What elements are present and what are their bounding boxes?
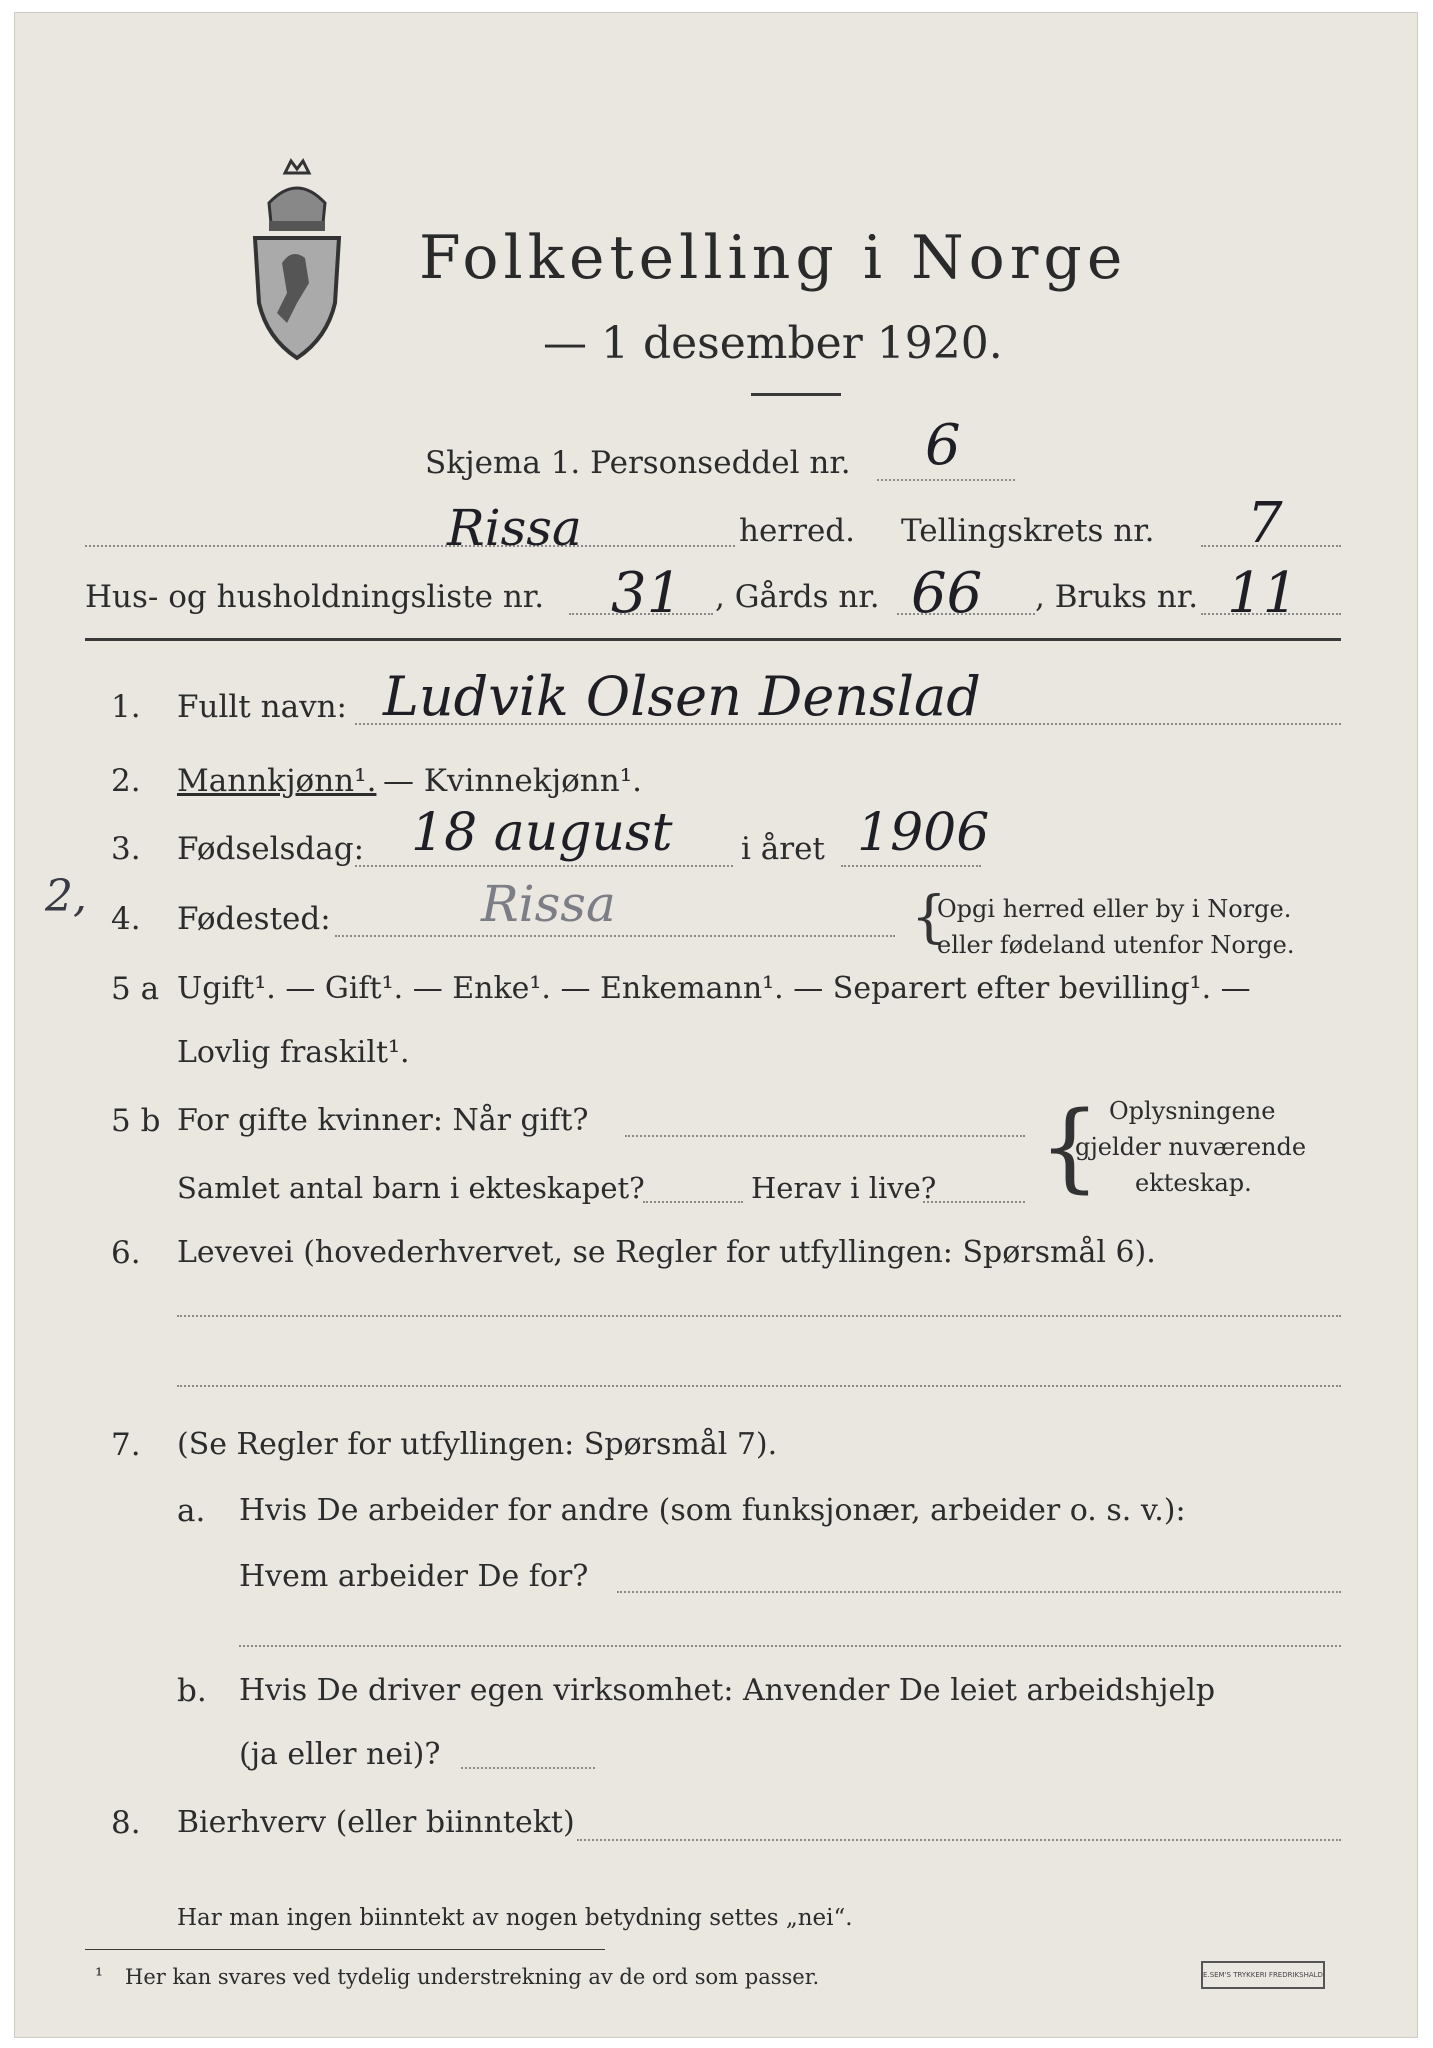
norwegian-coat-of-arms-icon (247, 153, 347, 363)
tellingskrets-value: 7 (1247, 491, 1283, 556)
q7a-letter: a. (177, 1493, 206, 1529)
occupation-label: Levevei (hovederhvervet, se Regler for utfyllingen: Spørsmål 6). (177, 1235, 1156, 1270)
gender-male: Mannkjønn¹. (177, 763, 377, 799)
census-date: — 1 desember 1920. (543, 318, 1003, 369)
gards-label: , Gårds nr. (715, 579, 880, 615)
q7a-line-1: Hvis De arbeider for andre (som funksjonær, arbeider o. s. v.): (239, 1493, 1186, 1528)
q6-number: 6. (111, 1235, 141, 1271)
side-income-label: Bierhverv (eller biinntekt) (177, 1805, 575, 1840)
birthplace-value: Rissa (481, 875, 616, 933)
q7-number: 7. (111, 1427, 141, 1463)
q7b-line-1: Hvis De driver egen virksomhet: Anvender De leiet arbeidshjelp (239, 1673, 1216, 1708)
children-label: Samlet antal barn i ekteskapet? (177, 1171, 645, 1205)
marriage-note-3: ekteskap. (1135, 1169, 1252, 1197)
tellingskrets-label: Tellingskrets nr. (901, 513, 1155, 549)
herred-value: Rissa (447, 499, 582, 557)
husholdningsliste-label: Hus- og husholdningsliste nr. (85, 579, 545, 615)
q1-label: Fullt navn: (177, 689, 347, 725)
bruks-label: , Bruks nr. (1035, 579, 1199, 615)
q3-label: Fødselsdag: (177, 831, 365, 867)
q3-number: 3. (111, 831, 141, 867)
full-name-value: Ludvik Olsen Denslad (383, 665, 981, 728)
title-divider (751, 393, 841, 396)
q7a-line-2: Hvem arbeider De for? (239, 1559, 589, 1594)
birthday-value: 18 august (411, 803, 673, 863)
married-when-label: For gifte kvinner: Når gift? (177, 1103, 589, 1138)
birthplace-note-2: eller fødeland utenfor Norge. (937, 931, 1295, 959)
marriage-note-2: gjelder nuværende (1075, 1133, 1307, 1161)
herred-label: herred. (739, 513, 855, 549)
personseddel-number: 6 (925, 413, 961, 478)
marital-options-2: Lovlig fraskilt¹. (177, 1035, 410, 1070)
q1-number: 1. (111, 689, 141, 725)
marriage-note-1: Oplysningene (1109, 1097, 1276, 1125)
census-form: Folketelling i Norge — 1 desember 1920. Skjema 1. Personseddel nr. 6 Rissa herred. Tellingskrets nr. 7 Hus- og husholdningsliste nr. 31 , Gårds nr. 66 , Bruks nr. 11 1. Fullt navn: Ludvik Olsen Denslad 2. Mannkjønn¹. — Kvinnekjønn¹. 3. Fødselsdag: 18 august i året 1906 2, 4. Fødested: Rissa { Opgi herred eller by i Norge. eller fødeland utenfor Norge. 5 a Ugift¹. — Gift¹. — Enke¹. — Enkemann¹. — Separert efter bevilling¹. — Lovlig fraskilt¹. 5 b For gifte kvinner: Når gift? Samlet antal barn i ekteskapet? Herav i live? { Oplysningene gjelder nuværende ekteskap. 6. Levevei (hovederhvervet, se Regler for utfyllingen: Spørsmål 6). 7. (Se Regler for utfyllingen: Spørsmål 7). a. Hvis De arbeider for andre (som funksjonær, arbeider o. s. v.): Hvem arbeider De for? b. Hvis De driver egen virksomhet: Anvender De leiet arbeidshjelp (ja eller nei)? 8. Bierhverv (eller biinntekt) Har man ingen biinntekt av nogen betydning settes „nei“. ¹ Her kan svares ved tydelig understrekning av de ord som passer. E.SEM'S TRYKKERI FREDRIKSHALD (14, 12, 1418, 2038)
q5b-number: 5 b (111, 1103, 161, 1139)
q7b-letter: b. (177, 1673, 207, 1709)
year-label: i året (741, 831, 825, 867)
q5a-number: 5 a (111, 971, 160, 1007)
printer-mark: E.SEM'S TRYKKERI FREDRIKSHALD (1201, 1961, 1325, 1989)
bruks-value: 11 (1227, 561, 1299, 626)
gender-female: — Kvinnekjønn¹. (383, 763, 642, 799)
footnote-rule (85, 1949, 605, 1950)
q4-label: Fødested: (177, 901, 331, 937)
birth-year-value: 1906 (857, 803, 990, 863)
q7-label: (Se Regler for utfyllingen: Spørsmål 7). (177, 1427, 778, 1462)
footnote-text: Her kan svares ved tydelig understrekning av de ord som passer. (125, 1965, 820, 1989)
marital-options: Ugift¹. — Gift¹. — Enke¹. — Enkemann¹. — Separert efter bevilling¹. — (177, 971, 1251, 1006)
side-income-note: Har man ingen biinntekt av nogen betydning settes „nei“. (177, 1905, 853, 1931)
form-title: Folketelling i Norge (419, 223, 1128, 293)
alive-label: Herav i live? (751, 1171, 937, 1205)
skjema-label: Skjema 1. Personseddel nr. (425, 445, 851, 481)
header-rule (85, 638, 1341, 641)
margin-mark: 2, (45, 871, 87, 922)
q2-number: 2. (111, 763, 141, 799)
q7b-line-2: (ja eller nei)? (239, 1737, 441, 1772)
birthplace-note-1: Opgi herred eller by i Norge. (937, 895, 1292, 923)
gards-value: 66 (911, 561, 983, 626)
footnote-mark: ¹ (95, 1963, 104, 1987)
q4-number: 4. (111, 901, 141, 937)
husholdningsliste-value: 31 (611, 561, 683, 626)
q8-number: 8. (111, 1805, 141, 1841)
